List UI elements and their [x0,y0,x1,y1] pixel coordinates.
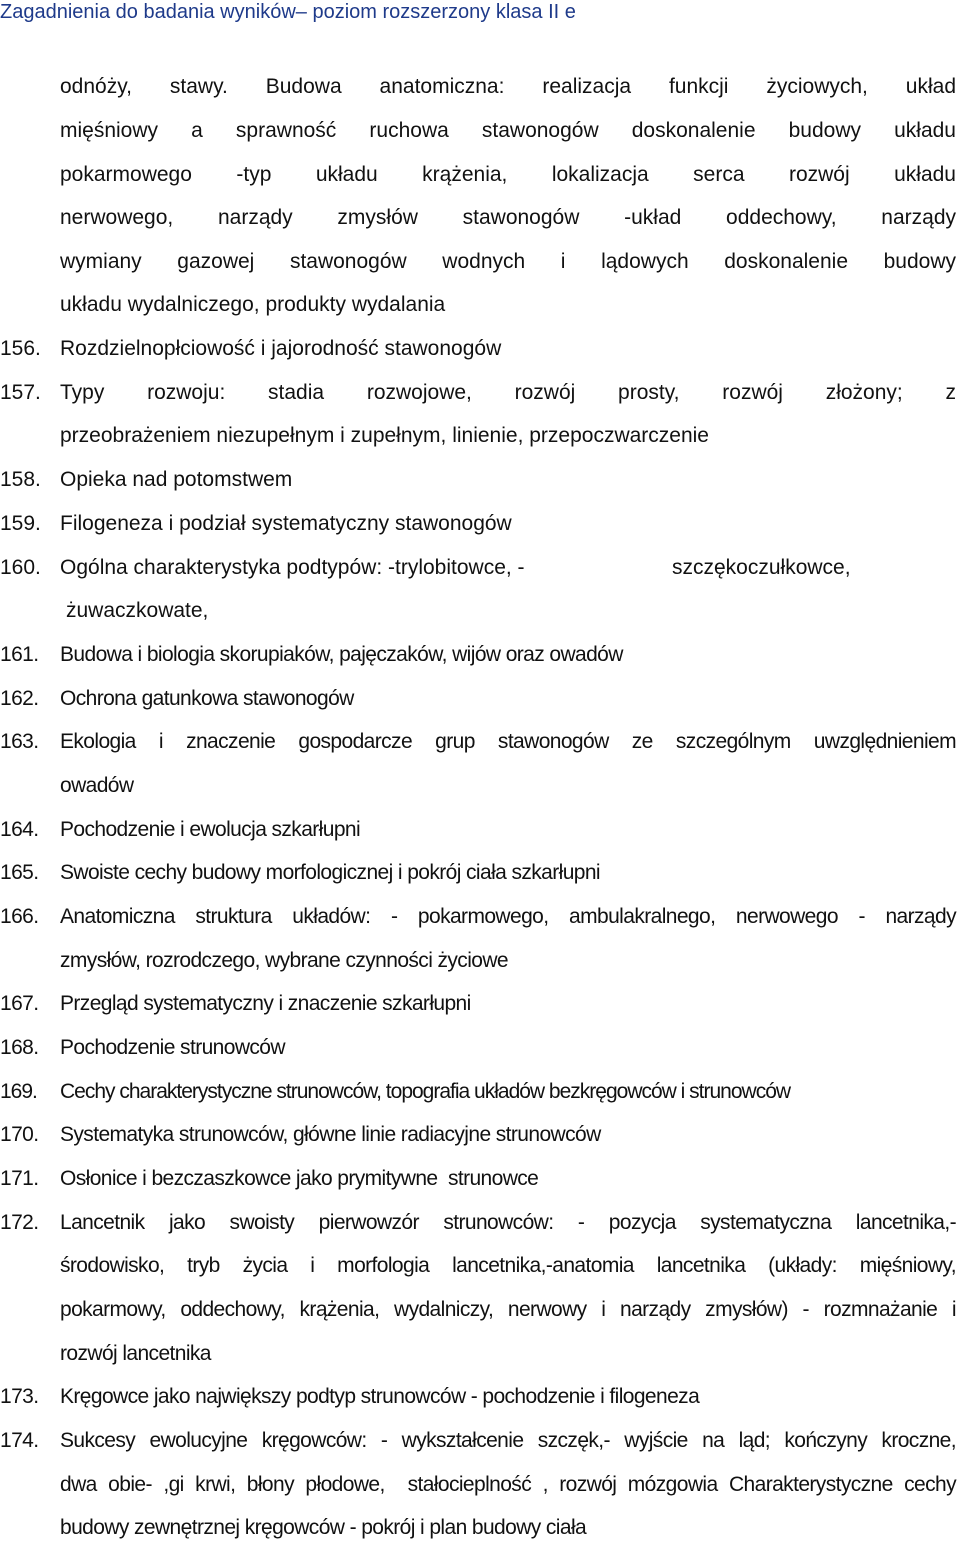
item-text: szczękoczułkowce, [672,556,851,579]
item-text: środowisko, tryb życia i morfologia lancetnika,-anatomia lancetnika (układy: mięśniowy, [60,1254,956,1277]
list-item-continuation [0,1513,960,1543]
continuation-text: odnóży, stawy. Budowa anatomiczna: realizacja funkcji życiowych, układ [60,75,956,98]
item-text: Przegląd systematyczny i znaczenie szkarłupni [60,992,471,1015]
item-text: Swoiste cechy budowy morfologicznej i pokrój ciała szkarłupni [60,861,600,884]
list-item [0,1208,960,1238]
item-number: 157. [0,381,41,404]
item-number: 161. [0,643,39,666]
list-item [0,684,960,714]
item-text: zmysłów, rozrodczego, wybrane czynności życiowe [60,949,508,972]
item-number: 164. [0,818,39,841]
item-number: 159. [0,512,41,535]
continuation-text: układu wydalniczego, produkty wydalania [60,293,446,316]
item-text: Budowa i biologia skorupiaków, pajęczaków, wijów oraz owadów [60,643,623,666]
list-item-continuation [0,946,960,976]
continuation-text: wymiany gazowej stawonogów wodnych i lądowych doskonalenie budowy [60,250,956,273]
list-item [0,858,960,888]
list-item [0,334,960,364]
continuation-line [0,160,960,190]
item-text: Ekologia i znaczenie gospodarcze grup stawonogów ze szczególnym uwzględnieniem [60,730,956,753]
item-number: 158. [0,468,41,491]
item-text: rozwój lancetnika [60,1342,211,1365]
list-item-continuation [0,421,960,451]
item-number: 174. [0,1429,39,1452]
item-number: 173. [0,1385,39,1408]
continuation-line [0,247,960,277]
item-text: owadów [60,774,134,797]
list-item [0,1033,960,1063]
list-item-continuation [0,1470,960,1500]
item-number: 172. [0,1211,39,1234]
item-number: 162. [0,687,39,710]
item-number: 168. [0,1036,39,1059]
item-number: 165. [0,861,39,884]
list-item [0,1120,960,1150]
item-text: Anatomiczna struktura układów: - pokarmowego, ambulakralnego, nerwowego - narządy [60,905,956,928]
list-item [0,1077,960,1107]
item-number: 156. [0,337,41,360]
list-item [0,465,960,495]
item-text: Sukcesy ewolucyjne kręgowców: - wykształcenie szczęk,- wyjście na ląd; kończyny kroczne, [60,1429,956,1452]
item-number: 163. [0,730,39,753]
item-text: Opieka nad potomstwem [60,468,293,491]
continuation-line [0,72,960,102]
item-text: Systematyka strunowców, główne linie radiacyjne strunowców [60,1123,601,1146]
continuation-text: mięśniowy a sprawność ruchowa stawonogów doskonalenie budowy układu [60,119,956,142]
item-text: Ochrona gatunkowa stawonogów [60,687,354,710]
continuation-text: pokarmowego -typ układu krążenia, lokalizacja serca rozwój układu [60,163,956,186]
item-number: 169. [0,1080,37,1103]
item-text: dwa obie- ,gi krwi, błony płodowe, stałocieplność , rozwój mózgowia Charakterystyczne cechy [60,1473,956,1496]
list-item-continuation [0,1295,960,1325]
list-item [0,509,960,539]
item-number: 171. [0,1167,39,1190]
list-item [0,902,960,932]
continuation-line [0,290,960,320]
item-number: 166. [0,905,39,928]
list-item [0,989,960,1019]
list-item [0,727,960,757]
item-number: 160. [0,556,41,579]
list-item-continuation [0,771,960,801]
list-item-continuation [0,596,960,626]
item-text: budowy zewnętrznej kręgowców - pokrój i plan budowy ciała [60,1516,587,1539]
list-item-continuation [0,1339,960,1369]
item-text: Cechy charakterystyczne strunowców, topografia układów bezkręgowców i strunowców [60,1080,791,1103]
continuation-line [0,203,960,233]
item-text: Lancetnik jako swoisty pierwowzór strunowców: - pozycja systematyczna lancetnika,- [60,1211,956,1234]
list-item [0,378,960,408]
item-text: Ogólna charakterystyka podtypów: -trylobitowce, - [60,556,525,579]
list-item [0,640,960,670]
item-text: Rozdzielnopłciowość i jajorodność stawonogów [60,337,502,360]
list-item [0,553,960,583]
item-text: przeobrażeniem niezupełnym i zupełnym, linienie, przepoczwarczenie [60,424,709,447]
list-item [0,815,960,845]
list-item [0,1164,960,1194]
list-item [0,1426,960,1456]
list-item [0,1382,960,1412]
document-header: Zagadnienia do badania wyników– poziom rozszerzony klasa II e [0,1,576,23]
continuation-line [0,116,960,146]
item-text: Filogeneza i podział systematyczny stawonogów [60,512,512,535]
item-number: 167. [0,992,39,1015]
item-text: Kręgowce jako największy podtyp strunowców - pochodzenie i filogeneza [60,1385,700,1408]
list-item-continuation [0,1251,960,1281]
item-text: Typy rozwoju: stadia rozwojowe, rozwój prosty, rozwój złożony; z [60,381,956,404]
continuation-text: nerwowego, narządy zmysłów stawonogów -układ oddechowy, narządy [60,206,956,229]
item-text: Pochodzenie strunowców [60,1036,285,1059]
item-text: Osłonice i bezczaszkowce jako prymitywne strunowce [60,1167,539,1190]
item-text: pokarmowy, oddechowy, krążenia, wydalniczy, nerwowy i narządy zmysłów) - rozmnażanie i [60,1298,956,1321]
item-text: żuwaczkowate, [66,599,209,622]
item-number: 170. [0,1123,39,1146]
item-text: Pochodzenie i ewolucja szkarłupni [60,818,361,841]
